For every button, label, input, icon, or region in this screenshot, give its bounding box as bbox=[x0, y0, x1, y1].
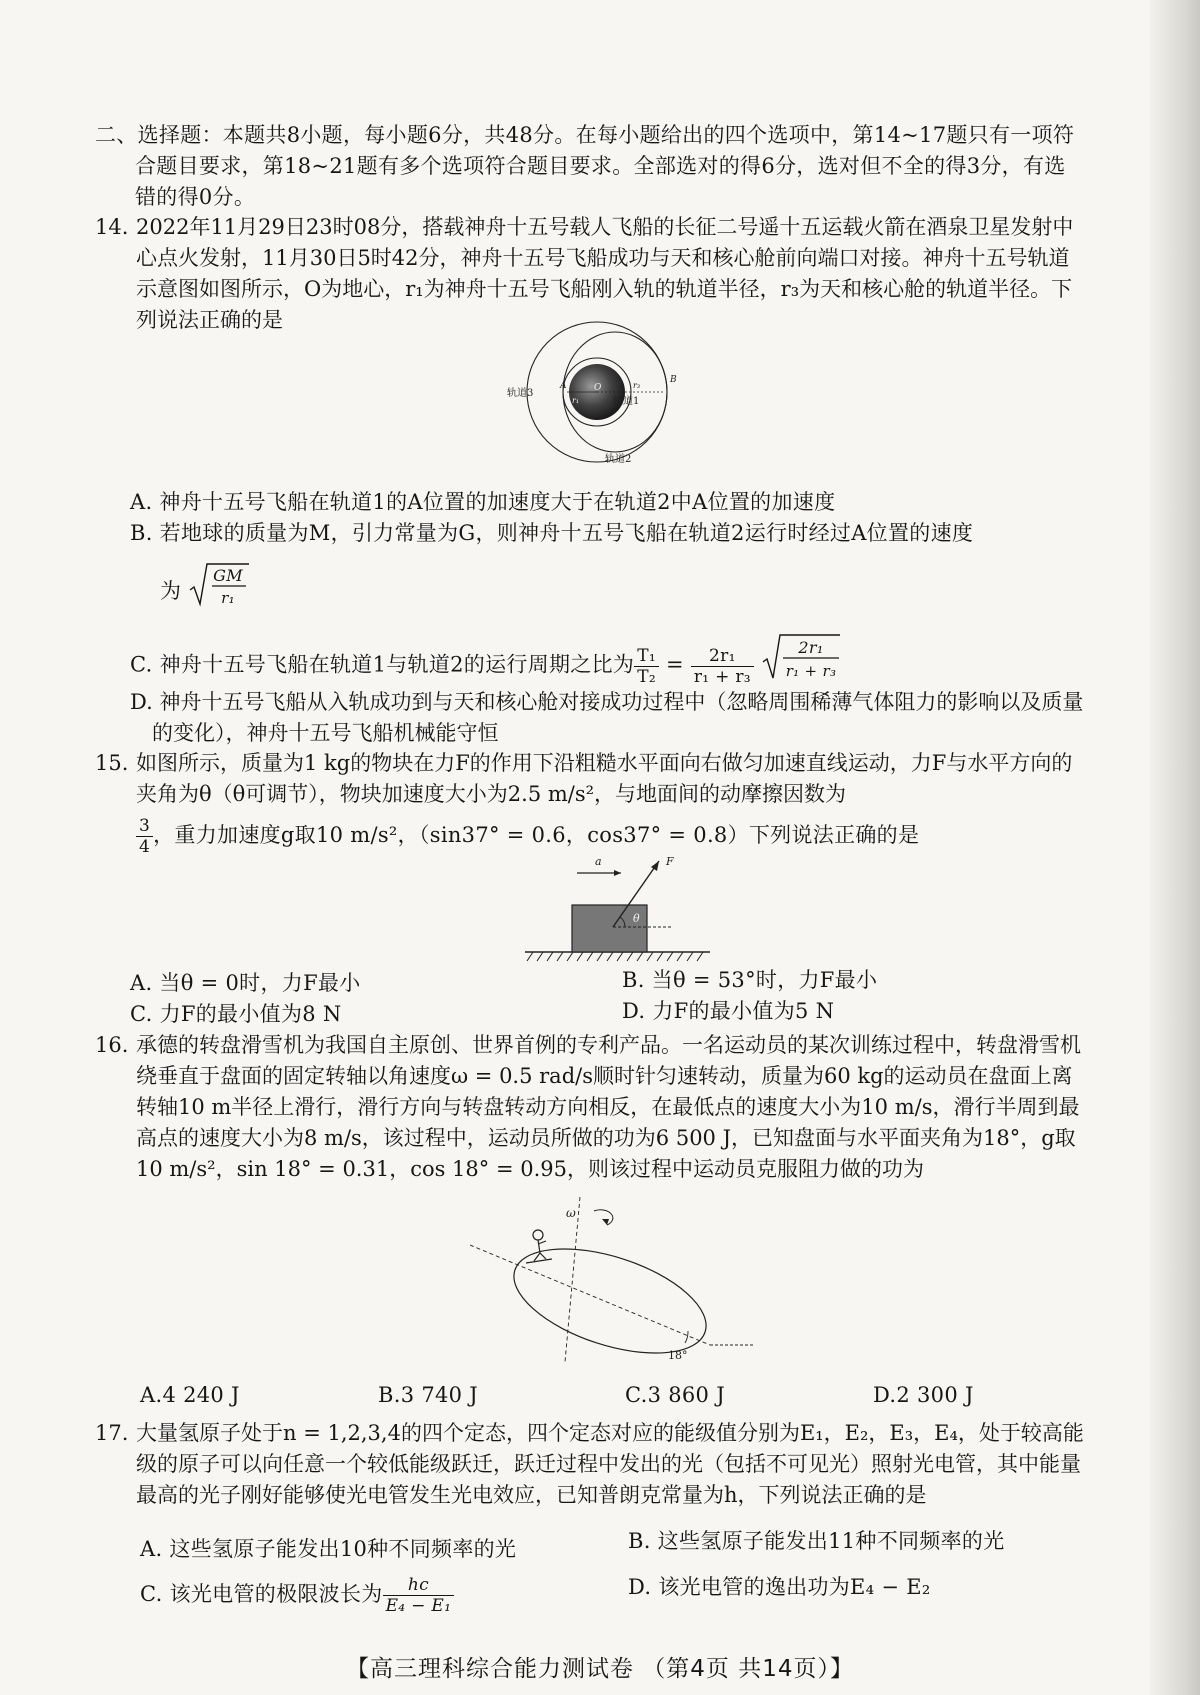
q15-option-a: A. 当θ = 0时，力F最小 bbox=[130, 971, 361, 995]
fig-label-A: A bbox=[560, 381, 567, 391]
q14-option-b-formula bbox=[160, 560, 250, 625]
fig-label-theta: θ bbox=[633, 912, 640, 925]
q17-option-b: B. 这些氢原子能发出11种不同频率的光 bbox=[628, 1529, 1005, 1553]
q15-option-c: C. 力F的最小值为8 N bbox=[130, 1002, 342, 1026]
q15-mu-fraction bbox=[136, 816, 153, 857]
q14-option-c-text: C. 神舟十五号飞船在轨道1与轨道2的运行周期之比为 bbox=[130, 652, 635, 677]
q17-stem: 大量氢原子处于n = 1,2,3,4的四个定态，四个定态对应的能级值分别为E₁，E₂，E₃，E₄，处于较高能级的原子可以向任意一个较低能级跃迁，跃迁过程中发出的光（包括不可见光）照射光电管，其中能量最高的光子刚好能够使光电管发生光电效应，已知普朗克常量为h，下列说法正确的是 bbox=[136, 1421, 1084, 1507]
fig-label-orbit3: 轨道3 bbox=[507, 388, 534, 399]
q14-c-snum: 2r₁ bbox=[798, 638, 824, 657]
q15-stem-line3 bbox=[136, 810, 919, 860]
orbit-diagram bbox=[505, 320, 690, 470]
q16-number: 16. bbox=[95, 1033, 129, 1057]
q14-c-den: r₁ + r₃ bbox=[693, 666, 751, 687]
fig-label-F: F bbox=[666, 855, 674, 868]
q14-c-t1: T₁ bbox=[634, 646, 659, 667]
q14-b-den: r₁ bbox=[221, 589, 236, 607]
q14-option-b-prefix: 为 bbox=[160, 579, 182, 603]
q15-stem-2: ，重力加速度g取10 m/s²，（sin37° = 0.6，cos37° = 0.8）下列说法正确的是 bbox=[153, 823, 920, 847]
q14-c-t-ratio bbox=[634, 646, 659, 687]
q14-c-num: 2r₁ bbox=[691, 646, 754, 667]
q17-option-c bbox=[140, 1568, 454, 1620]
q17-option-c-text: C. 该光电管的极限波长为 bbox=[140, 1582, 383, 1606]
block-force-diagram bbox=[525, 855, 725, 965]
q15-mu-den: 4 bbox=[139, 837, 151, 857]
q14-c-equals: = bbox=[665, 652, 684, 677]
q16-option-b: B.3 740 J bbox=[378, 1383, 479, 1407]
q17-option-d: D. 该光电管的逸出功为E₄ − E₂ bbox=[628, 1575, 931, 1599]
q14-stem: 2022年11月29日23时08分，搭载神舟十五号载人飞船的长征二号遥十五运载火箭在酒泉卫星发射中心点火发射，11月30日5时42分，神舟十五号飞船成功与天和核心舱前向端口对接。神舟十五号轨道示意图如图所示，O为地心，r₁为神舟十五号飞船刚入轨的轨道半径，r₃为天和核心舱的轨道半径。下列说法正确的是 bbox=[136, 215, 1074, 332]
q17-number: 17. bbox=[95, 1421, 129, 1445]
turntable-disc bbox=[501, 1228, 718, 1365]
page-footer: 【高三理科综合能力测试卷 （第4页 共14页）】 bbox=[345, 1656, 855, 1682]
q16-stem: 承德的转盘滑雪机为我国自主原创、世界首例的专利产品。一名运动员的某次训练过程中，转盘滑雪机绕垂直于盘面的固定转轴以角速度ω = 0.5 rad/s顺时针匀速转动，质量为60 kg的运动员在盘面上离转轴10 m半径上滑行，滑行方向与转盘转动方向相反，在最低点的速度大小为10 m/s，滑行半周到最高点的速度大小为8 m/s，该过程中，运动员所做的功为6 500 J，已知盘面与水平面夹角为18°，g取10 m/s²，sin 18° = 0.31，cos 18° = 0.95，则该过程中运动员克服阻力做的功为 bbox=[136, 1033, 1081, 1181]
section-header-text: 二、选择题：本题共8小题，每小题6分，共48分。在每小题给出的四个选项中，第14~17题只有一项符合题目要求，第18~21题有多个选项符合题目要求。全部选对的得6分，选对但不全的得3分，有选错的得0分。 bbox=[95, 123, 1075, 209]
page-edge-shadow bbox=[1150, 0, 1200, 1695]
q17-c-num: hc bbox=[383, 1575, 455, 1596]
section-header bbox=[95, 120, 1085, 213]
q15-number: 15. bbox=[95, 751, 129, 775]
sqrt-symbol-b bbox=[188, 560, 250, 625]
q14-option-a: A. 神舟十五号飞船在轨道1的A位置的加速度大于在轨道2中A位置的加速度 bbox=[130, 490, 836, 514]
fig-label-orbit2: 轨道2 bbox=[605, 454, 632, 465]
fig-label-r1: r₁ bbox=[572, 396, 580, 405]
fig-label-orbit1: 轨道1 bbox=[613, 396, 640, 407]
skier-icon bbox=[526, 1230, 552, 1263]
fig-label-angle: 18° bbox=[668, 1349, 688, 1362]
q15-stem: 如图所示，质量为1 kg的物块在力F的作用下沿粗糙水平面向右做匀加速直线运动，力F与水平方向的夹角为θ（θ可调节），物块加速度大小为2.5 m/s²，与地面间的动摩擦因数为 bbox=[136, 751, 1073, 806]
fig-label-O: O bbox=[594, 383, 602, 393]
q14-c-fraction bbox=[691, 646, 754, 687]
fig-label-omega: ω bbox=[566, 1206, 576, 1220]
q15-mu-num: 3 bbox=[136, 816, 153, 837]
q16-option-a: A.4 240 J bbox=[140, 1383, 240, 1407]
fig-label-B: B bbox=[670, 375, 677, 385]
q14-option-b: B. 若地球的质量为M，引力常量为G，则神舟十五号飞船在轨道2运行时经过A位置的速度 bbox=[130, 521, 974, 545]
q16-option-c: C.3 860 J bbox=[625, 1383, 725, 1407]
q15-option-d: D. 力F的最小值为5 N bbox=[622, 999, 835, 1023]
q17-option-a: A. 这些氢原子能发出10种不同频率的光 bbox=[140, 1537, 517, 1561]
q14-number: 14. bbox=[95, 215, 129, 239]
fig-label-a: a bbox=[595, 855, 602, 868]
turntable-diagram bbox=[470, 1195, 760, 1365]
q14-b-num: GM bbox=[213, 566, 244, 585]
q14-c-t2: T₂ bbox=[637, 666, 656, 687]
q16-option-d: D.2 300 J bbox=[873, 1383, 974, 1407]
q17-c-den: E₄ − E₁ bbox=[385, 1596, 452, 1616]
q15-option-b: B. 当θ = 53°时，力F最小 bbox=[622, 968, 878, 992]
q14-c-sden: r₁ + r₃ bbox=[785, 662, 837, 680]
q17-c-fraction bbox=[383, 1575, 455, 1616]
q14-option-d: D. 神舟十五号飞船从入轨成功到与天和核心舱对接成功过程中（忽略周围稀薄气体阻力的影响以及质量的变化），神舟十五号飞船机械能守恒 bbox=[130, 690, 1084, 745]
fig-label-r3: r₃ bbox=[633, 381, 641, 390]
